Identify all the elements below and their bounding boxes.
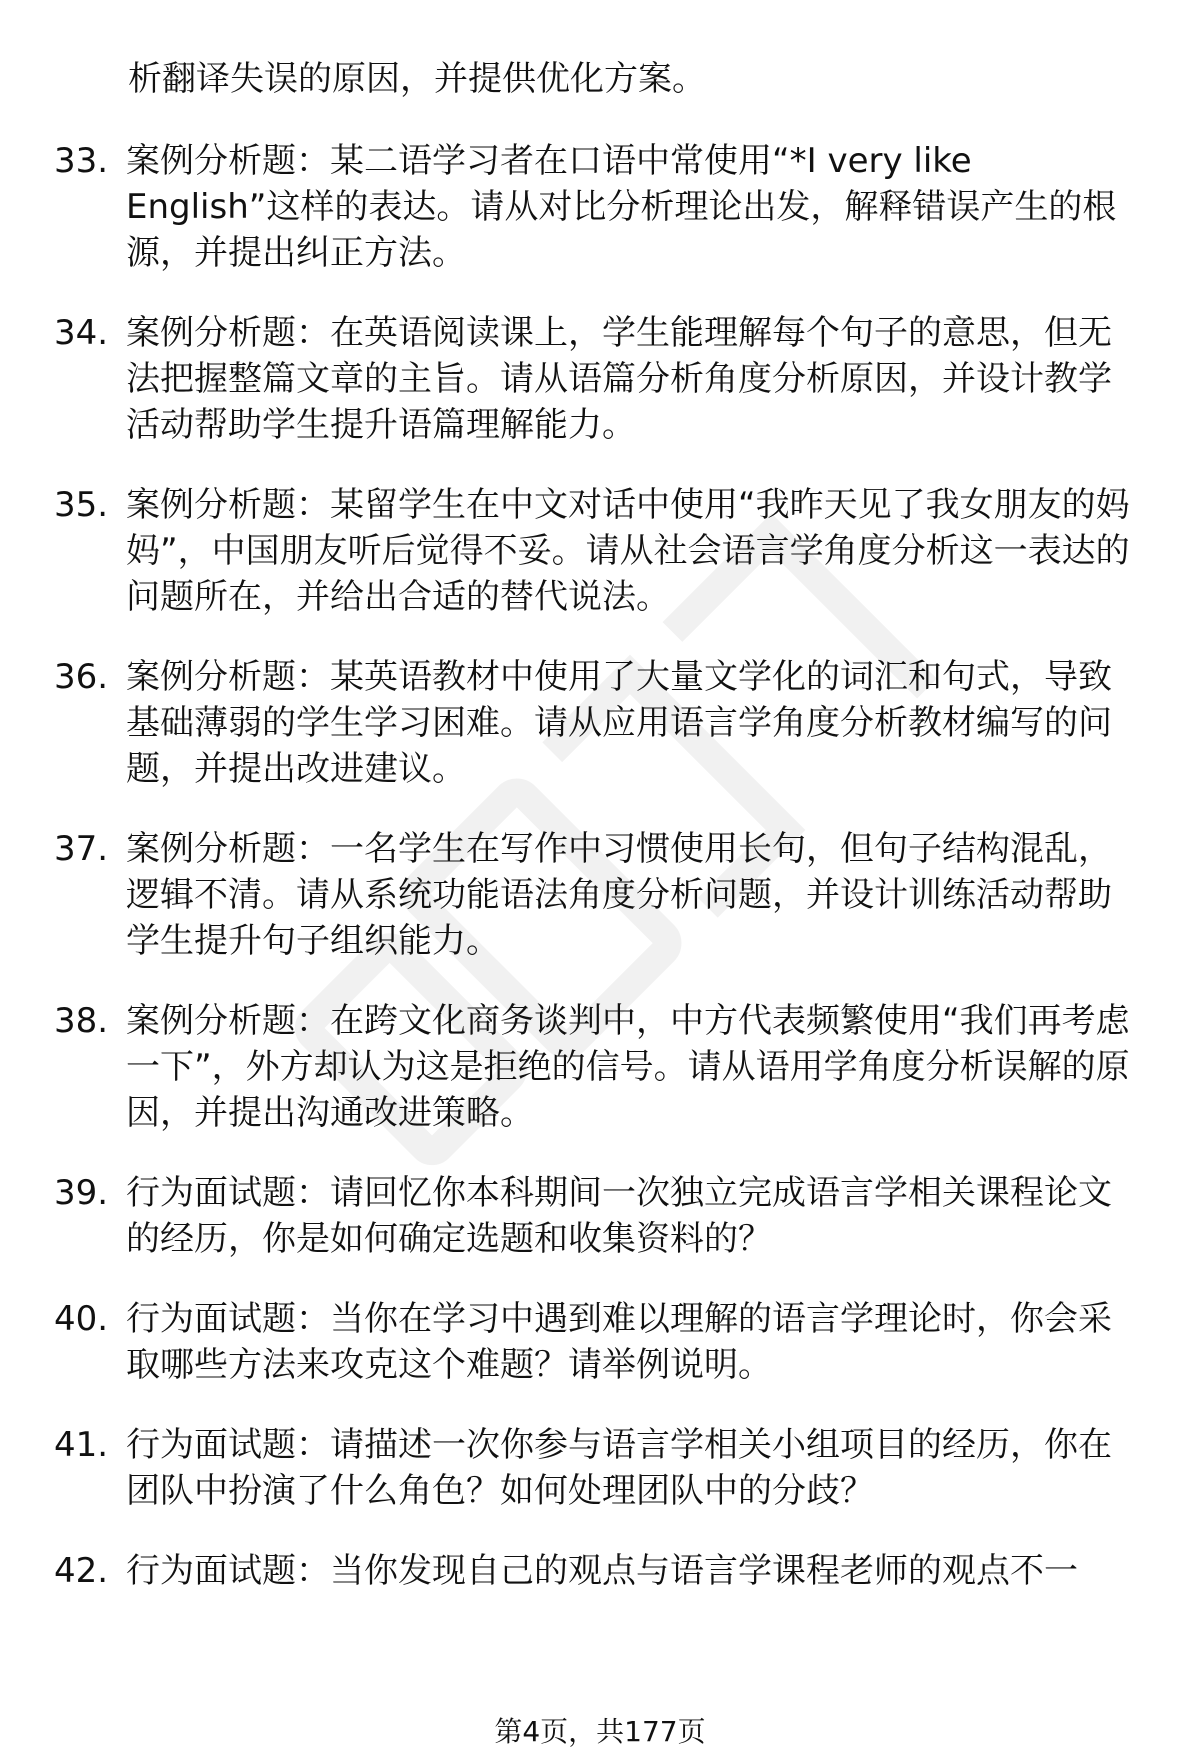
question-text: 行为面试题：请描述一次你参与语言学相关小组项目的经历，你在团队中扮演了什么角色？如何处理团队中的分歧？ <box>126 1425 1112 1511</box>
question-number: 35. <box>54 485 109 525</box>
question-text: 案例分析题：在英语阅读课上，学生能理解每个句子的意思，但无法把握整篇文章的主旨。请从语篇分析角度分析原因，并设计教学活动帮助学生提升语篇理解能力。 <box>126 313 1112 445</box>
question-item <box>0 1170 1200 1262</box>
question-item <box>0 1548 1200 1594</box>
question-number: 33. <box>54 141 109 181</box>
continued-question-text: 析翻译失误的原因，并提供优化方案。 <box>128 59 706 99</box>
question-item <box>0 138 1200 276</box>
question-text: 案例分析题：某二语学习者在口语中常使用“*I very like English”这样的表达。请从对比分析理论出发，解释错误产生的根源，并提出纠正方法。 <box>126 141 1117 273</box>
question-number: 41. <box>54 1425 109 1465</box>
question-item <box>0 482 1200 620</box>
question-number: 34. <box>54 313 109 353</box>
question-text: 行为面试题：当你在学习中遇到难以理解的语言学理论时，你会采取哪些方法来攻克这个难题？请举例说明。 <box>126 1299 1112 1385</box>
question-text: 案例分析题：在跨文化商务谈判中，中方代表频繁使用“我们再考虑一下”，外方却认为这是拒绝的信号。请从语用学角度分析误解的原因，并提出沟通改进策略。 <box>126 1001 1130 1133</box>
question-number: 38. <box>54 1001 109 1041</box>
question-item <box>0 310 1200 448</box>
question-item <box>0 826 1200 964</box>
question-item <box>0 654 1200 792</box>
question-number: 39. <box>54 1173 109 1213</box>
question-text: 案例分析题：某留学生在中文对话中使用“我昨天见了我女朋友的妈妈”，中国朋友听后觉得不妥。请从社会语言学角度分析这一表达的问题所在，并给出合适的替代说法。 <box>126 485 1130 617</box>
question-item <box>0 1296 1200 1388</box>
question-number: 36. <box>54 657 109 697</box>
question-number: 40. <box>54 1299 109 1339</box>
page-footer: 第4页，共177页 <box>494 1715 706 1748</box>
question-number: 37. <box>54 829 109 869</box>
question-item <box>0 998 1200 1136</box>
question-text: 案例分析题：某英语教材中使用了大量文学化的词汇和句式，导致基础薄弱的学生学习困难。请从应用语言学角度分析教材编写的问题，并提出改进建议。 <box>126 657 1112 789</box>
question-text: 案例分析题：一名学生在写作中习惯使用长句，但句子结构混乱，逻辑不清。请从系统功能语法角度分析问题，并设计训练活动帮助学生提升句子组织能力。 <box>126 829 1112 961</box>
question-list <box>0 138 1200 1594</box>
question-text: 行为面试题：请回忆你本科期间一次独立完成语言学相关课程论文的经历，你是如何确定选题和收集资料的？ <box>126 1173 1112 1259</box>
content-area <box>0 56 1200 1628</box>
question-number: 42. <box>54 1551 109 1591</box>
question-item <box>0 1422 1200 1514</box>
question-text: 行为面试题：当你发现自己的观点与语言学课程老师的观点不一 <box>126 1551 1078 1591</box>
